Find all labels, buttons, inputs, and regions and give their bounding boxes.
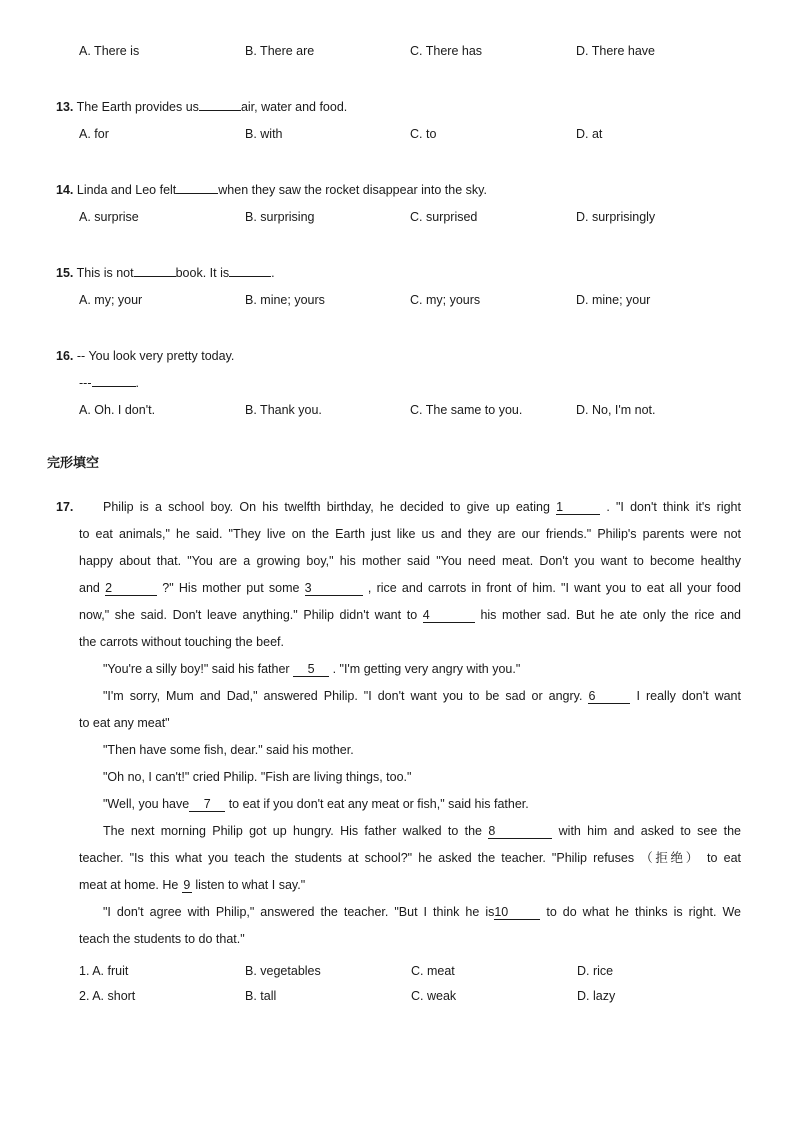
- q13-option-b[interactable]: B. with: [245, 127, 283, 141]
- passage-line: to eat any meat": [79, 716, 170, 730]
- question-16-reply: [79, 376, 139, 390]
- q13-option-a[interactable]: A. for: [79, 127, 109, 141]
- q16-option-a[interactable]: A. Oh. I don't.: [79, 403, 156, 417]
- cloze-blank[interactable]: 9: [183, 878, 191, 892]
- cloze-blank[interactable]: 2: [105, 582, 157, 596]
- cloze-blank[interactable]: 6: [588, 690, 630, 704]
- section-title: 完形填空: [47, 456, 100, 471]
- passage-line: happy about that. "You are a growing boy," his mother said "You need meat. Don't you want to become healthy: [79, 554, 741, 568]
- stem-text: .: [271, 266, 275, 280]
- q16-option-b[interactable]: B. Thank you.: [245, 403, 322, 417]
- q15-option-c[interactable]: C. my; yours: [410, 293, 481, 307]
- stem-text: -- You look very pretty today.: [76, 349, 235, 363]
- question-number: 13.: [56, 100, 74, 114]
- passage-line: "I'm sorry, Mum and Dad," answered Philip. "I don't want you to be sad or angry. 6 I really don't want: [103, 689, 741, 703]
- stem-text: .: [135, 376, 139, 390]
- q13-option-c[interactable]: C. to: [410, 127, 437, 141]
- passage-line: "Then have some fish, dear." said his mother.: [103, 743, 354, 757]
- cloze-blank[interactable]: 10: [494, 906, 540, 920]
- question-number: 17.: [56, 500, 74, 514]
- cloze-1-option-c[interactable]: C. meat: [411, 964, 455, 978]
- stem-text: This is not: [76, 266, 134, 280]
- cloze-passage: [79, 494, 741, 953]
- answer-blank[interactable]: [92, 386, 136, 387]
- passage-line: "Well, you have 7 to eat if you don't eat any meat or fish," said his father.: [103, 797, 529, 811]
- question-number: 15.: [56, 266, 74, 280]
- q12-option-d[interactable]: D. There have: [576, 44, 655, 58]
- answer-blank[interactable]: [176, 193, 218, 194]
- cloze-1-option-b[interactable]: B. vegetables: [245, 964, 321, 978]
- stem-text: ---: [79, 376, 92, 390]
- q15-option-a[interactable]: A. my; your: [79, 293, 143, 307]
- answer-blank[interactable]: [229, 276, 271, 277]
- passage-line: now," she said. Don't leave anything." Philip didn't want to 4 his mother sad. But he ate only the rice and: [79, 608, 741, 622]
- question-14-stem: [56, 183, 487, 197]
- q14-option-d[interactable]: D. surprisingly: [576, 210, 656, 224]
- q13-option-d[interactable]: D. at: [576, 127, 603, 141]
- q14-option-b[interactable]: B. surprising: [245, 210, 315, 224]
- cloze-2-option-b[interactable]: B. tall: [245, 989, 277, 1003]
- question-16-stem: [56, 349, 234, 363]
- passage-line: "Oh no, I can't!" cried Philip. "Fish are living things, too.": [103, 770, 412, 784]
- question-number: 16.: [56, 349, 74, 363]
- passage-line: Philip is a school boy. On his twelfth birthday, he decided to give up eating 1 . "I don't think it's right: [103, 500, 741, 514]
- cloze-2-option-c[interactable]: C. weak: [411, 989, 457, 1003]
- cloze-blank[interactable]: 3: [305, 582, 363, 596]
- passage-line: "I don't agree with Philip," answered the teacher. "But I think he is10 to do what he thinks is right. We: [103, 905, 741, 919]
- q15-option-d[interactable]: D. mine; your: [576, 293, 651, 307]
- q12-option-a[interactable]: A. There is: [79, 44, 140, 58]
- answer-blank[interactable]: [134, 276, 176, 277]
- q14-option-a[interactable]: A. surprise: [79, 210, 139, 224]
- cloze-blank[interactable]: 8: [488, 825, 552, 839]
- passage-line: to eat animals," he said. "They live on the Earth just like us and they are our friends." Philip's parents were not: [79, 527, 741, 541]
- passage-line: teach the students to do that.": [79, 932, 245, 946]
- cloze-2-option-a[interactable]: 2. A. short: [79, 989, 136, 1003]
- question-15-stem: [56, 266, 275, 280]
- q16-option-c[interactable]: C. The same to you.: [410, 403, 523, 417]
- q16-option-d[interactable]: D. No, I'm not.: [576, 403, 656, 417]
- passage-line: the carrots without touching the beef.: [79, 635, 284, 649]
- cloze-blank[interactable]: 7: [189, 798, 225, 812]
- stem-text: Linda and Leo felt: [76, 183, 177, 197]
- question-13-stem: [56, 100, 347, 114]
- cloze-blank[interactable]: 4: [423, 609, 475, 623]
- q12-option-c[interactable]: C. There has: [410, 44, 483, 58]
- cloze-2-option-d[interactable]: D. lazy: [577, 989, 616, 1003]
- answer-blank[interactable]: [199, 110, 241, 111]
- passage-line: meat at home. He 9 listen to what I say.": [79, 878, 306, 892]
- passage-line: The next morning Philip got up hungry. His father walked to the 8 with him and asked to see the: [103, 824, 741, 838]
- stem-text: The Earth provides us: [76, 100, 199, 114]
- q12-option-b[interactable]: B. There are: [245, 44, 315, 58]
- cloze-blank[interactable]: 5: [293, 663, 329, 677]
- stem-text: when they saw the rocket disappear into the sky.: [218, 183, 487, 197]
- stem-text: book. It is: [175, 266, 230, 280]
- stem-text: air, water and food.: [240, 100, 348, 114]
- q15-option-b[interactable]: B. mine; yours: [245, 293, 325, 307]
- q14-option-c[interactable]: C. surprised: [410, 210, 478, 224]
- cloze-blank[interactable]: 1: [556, 501, 600, 515]
- question-number: 14.: [56, 183, 74, 197]
- cloze-1-option-a[interactable]: 1. A. fruit: [79, 964, 129, 978]
- passage-line: teacher. "Is this what you teach the students at school?" he asked the teacher. "Philip refuses （拒绝） to eat: [79, 851, 741, 865]
- passage-line: "You're a silly boy!" said his father 5 . "I'm getting very angry with you.": [103, 662, 521, 676]
- cloze-1-option-d[interactable]: D. rice: [577, 964, 614, 978]
- passage-line: and 2 ?" His mother put some 3 , rice and carrots in front of him. "I want you to eat all your food: [79, 581, 741, 595]
